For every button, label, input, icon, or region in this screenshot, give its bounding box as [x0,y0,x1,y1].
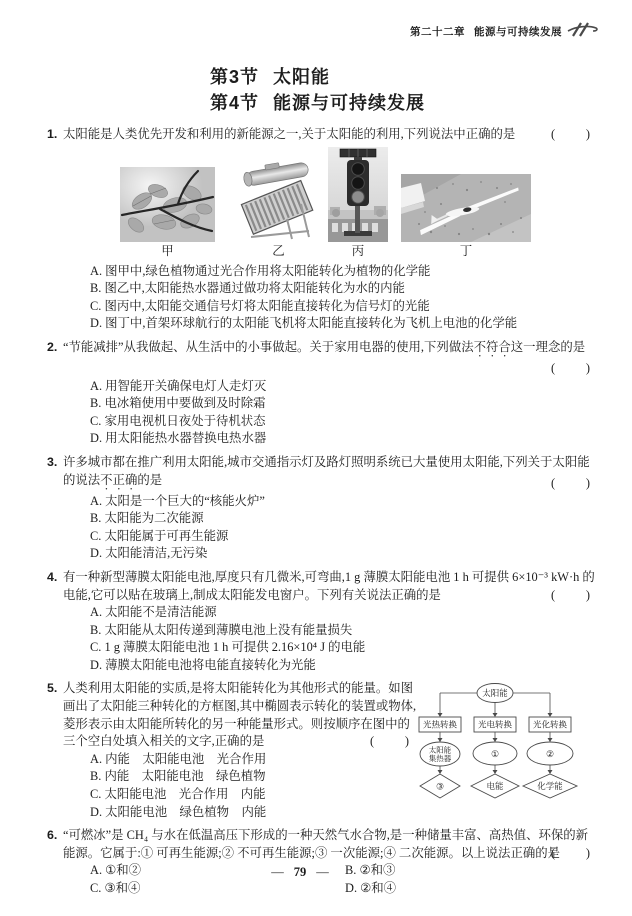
node-blank-3: ③ [435,781,445,792]
question-5 [47,680,600,821]
option-list [90,751,419,821]
question-4 [47,569,600,675]
question-number: 5. [47,681,58,696]
node-chemical-energy: 化学能 [537,781,563,792]
chapter-logo-icon [566,21,600,45]
option-c: C. 图丙中,太阳能交通信号灯将太阳能直接转化为信号灯的光能 [90,298,430,313]
section-titles [210,64,600,116]
answer-bracket: ( ) [550,845,592,860]
photo-green-leaves-icon [120,167,215,242]
answer-bracket: ( ) [550,587,592,602]
question-text: 人类利用太阳能的实质,是将太阳能转化为其他形式的能量。如图画出了太阳能三种转化的方框图,其中椭圆表示转化的装置或物体,菱形表示由太阳能所转化的另一种能量形式。则按顺序在图中的三个空白处填入相关的文字,正确的是 ( ) [63,680,419,750]
node-photothermal: 光热转换 [422,719,458,730]
node-solar-collector-line2: 集热器 [428,754,452,764]
emphasized-text: 不符合 [473,339,511,354]
node-solar-collector-line1: 太阳能 [428,745,452,755]
option-d: D. 用太阳能热水器替换电热水器 [90,431,267,446]
figure-label: 丁 [459,243,473,258]
question-2 [47,339,600,448]
chapter-title: 能源与可持续发展 [474,26,562,39]
node-electric-energy: 电能 [486,781,504,792]
question-text: 太阳能是人类优先开发和利用的新能源之一,关于太阳能的利用,下列说法中正确的是 ( ) [63,126,600,144]
photo-solar-traffic-light-icon [328,147,388,242]
question-number: 2. [47,339,58,354]
question-number: 3. [47,454,58,469]
figure-label: 甲 [161,243,174,258]
figure-jia [120,167,215,259]
page-footer [0,864,600,882]
option-d: D. 太阳能清洁,无污染 [90,546,208,561]
option-a: A. 内能 太阳能电池 光合作用 [90,751,267,766]
question-6 [47,827,600,897]
option-b: B. 太阳能从太阳传递到薄膜电池上没有能量损失 [90,622,353,637]
answer-bracket: ( ) [550,360,592,375]
option-c: C. 1 g 薄膜太阳能电池 1 h 可提供 2.16×10⁴ J 的电能 [90,640,366,655]
option-c: C. ③和④ [90,881,141,895]
option-b: B. 电冰箱使用中要做到及时除霜 [90,396,266,411]
answer-bracket: ( ) [550,475,592,490]
figure-label: 丙 [351,243,365,258]
question-text: “节能减排”从我做起、从生活中的小事做起。关于家用电器的使用,下列做法不符合这一理念的是 [63,339,586,354]
node-blank-1: ① [490,749,500,760]
photo-solar-water-heater-icon [237,157,320,242]
question-text: 许多城市都在推广利用太阳能,城市交通指示灯及路灯照明系统已大量使用太阳能,下列关于太阳能的说法不正确的是 ( ) [63,454,600,493]
chapter-number: 第二十二章 [410,26,465,39]
question-number: 1. [47,127,58,141]
photo-solar-airplane-icon [401,174,531,242]
option-a: A. ①和② [90,863,142,878]
figure-ding [401,174,531,259]
node-blank-2: ② [545,749,555,760]
energy-conversion-diagram [415,682,580,808]
answer-bracket: ( ) [369,734,411,749]
option-list [90,493,600,563]
section-title-4 [210,90,600,116]
figure-bing [328,147,388,259]
page-number: 79 [293,865,307,879]
figure-label: 乙 [272,243,285,258]
node-solar-energy: 太阳能 [482,688,508,699]
question-1 [47,126,600,333]
option-list [90,378,600,448]
footer-dash: — [316,865,329,879]
question-number: 4. [47,569,58,584]
option-a: A. 太阳是一个巨大的“核能火炉” [90,493,265,508]
option-c: C. 太阳能电池 光合作用 内能 [90,787,266,802]
question-text: “可燃冰”是 CH₄ 与水在低温高压下形成的一种天然气水合物,是一种储量丰富、高热值、环保的新能源。它属于:① 可再生能源;② 不可再生能源;③ 一次能源;④ 二次能源。以上说法正确的是 ( ) [63,827,600,862]
option-b: B. ②和③ [345,863,396,878]
option-list [90,263,600,333]
option-b: B. 太阳能为二次能源 [90,511,204,526]
question-3 [47,454,600,563]
question-text: 有一种新型薄膜太阳能电池,厚度只有几微米,可弯曲,1 g 薄膜太阳能电池 1 h 可提供 6×10⁻³ kW·h 的电能,它可以贴在玻璃上,制成太阳能发电窗户。下列有关说法正确的是 ( ) [63,569,600,604]
option-d: D. ②和④ [345,881,397,895]
figure-yi [237,157,320,259]
section-name: 太阳能 [273,67,331,87]
chapter-heading [410,24,562,42]
option-a: A. 图甲中,绿色植物通过光合作用将太阳能转化为植物的化学能 [90,263,431,278]
option-b: B. 内能 太阳能电池 绿色植物 [90,769,266,784]
option-c: C. 太阳能属于可再生能源 [90,528,229,543]
section-number: 第4节 [210,93,260,113]
answer-bracket: ( ) [550,127,592,141]
option-a: A. 用智能开关确保电灯人走灯灭 [90,378,267,393]
option-d: D. 太阳能电池 绿色植物 内能 [90,804,267,819]
option-d: D. 薄膜太阳能电池将电能直接转化为光能 [90,657,316,672]
section-name: 能源与可持续发展 [273,93,426,113]
page-header [47,24,600,42]
node-photoelectric: 光电转换 [477,719,513,730]
option-c: C. 家用电视机日夜处于待机状态 [90,413,266,428]
section-number: 第3节 [210,67,260,87]
footer-dash: — [271,865,284,879]
node-photochemical: 光化转换 [532,719,568,730]
option-b: B. 图乙中,太阳能热水器通过做功将太阳能转化为水的内能 [90,281,405,296]
emphasized-text: 不正确 [100,472,138,487]
option-list [90,604,600,674]
section-title-3 [210,64,600,90]
figure-row [120,147,600,259]
question-number: 6. [47,828,58,843]
option-a: A. 太阳能不是清洁能源 [90,605,217,620]
option-d: D. 图丁中,首架环球航行的太阳能飞机将太阳能直接转化为飞机上电池的化学能 [90,316,518,331]
